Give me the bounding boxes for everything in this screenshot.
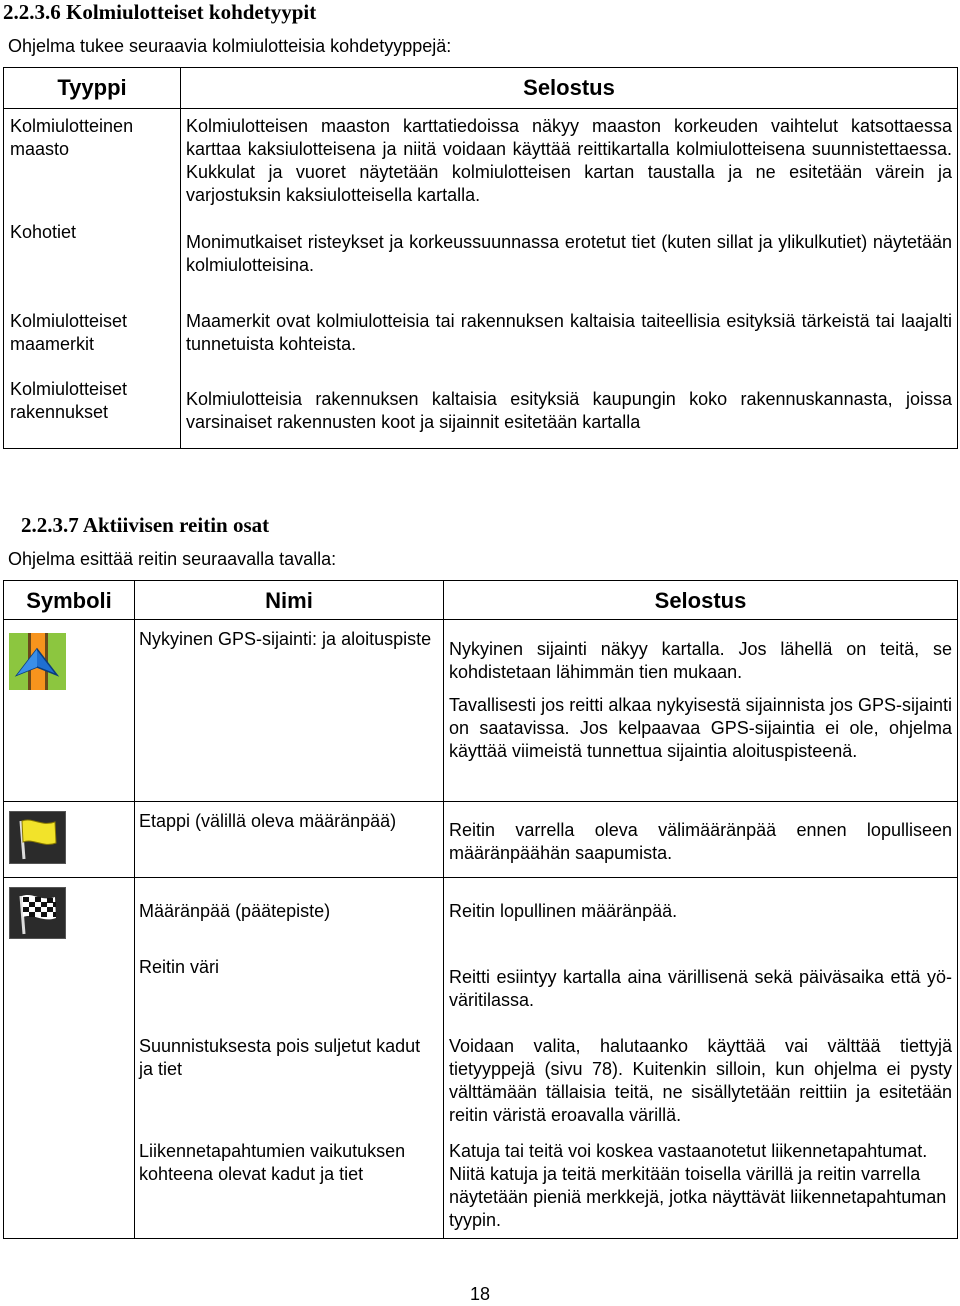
table-row-name: Reitin väri — [139, 957, 220, 977]
table-row-description: Monimutkaiset risteykset ja korkeussuunnassa erotetut tiet (kuten sillat ja ylikulkutiet) näytetään kolmiulotteisina. — [186, 232, 952, 275]
column-header-description: Selostus — [523, 75, 615, 100]
table-route-parts — [3, 580, 958, 1239]
table-row-name: Nykyinen GPS-sijainti: ja aloituspiste — [139, 629, 432, 649]
table-row-description: Reitin varrella oleva välimääränpää ennen lopulliseen määränpäähän saapumista. — [449, 820, 952, 863]
section-heading-route-parts: 2.2.3.7 Aktiivisen reitin osat — [21, 513, 270, 537]
table-row-name: Suunnistuksesta pois suljetut kadut ja tiet — [139, 1036, 421, 1079]
table-row-type: Kohotiet — [10, 222, 77, 242]
gps-position-arrow-icon — [9, 633, 66, 690]
table-row-description: Nykyinen sijainti näkyy kartalla. Jos lähellä on teitä, se kohdistetaan lähimmän tien mukaan. — [449, 639, 952, 682]
table-row-name: Etappi (välillä oleva määränpää) — [139, 811, 397, 831]
table-row-description: Katuja tai teitä voi koskea vastaanotetut liikennetapahtumat. Niitä katuja ja teitä merkitään toisella värillä ja reitin varrella näytetään pieniä merkkejä, jotka näyttävät liikennetapahtuman tyypin. — [449, 1141, 947, 1230]
checkered-flag-icon — [9, 887, 66, 939]
table-row-description: Tavallisesti jos reitti alkaa nykyisestä sijainnista jos GPS-sijainti on saatavissa. Jos kelpaavaa GPS-sijaintia ei ole, ohjelma käyttää viimeistä tunnettua sijaintia aloituspisteenä. — [449, 695, 952, 761]
column-header-type: Tyyppi — [57, 75, 127, 100]
table-row-type: Kolmiulotteiset maamerkit — [10, 311, 128, 354]
column-header-name: Nimi — [265, 588, 313, 613]
table-row-type: Kolmiulotteiset rakennukset — [10, 379, 128, 422]
table-3d-types — [3, 67, 958, 449]
section-intro-route-parts: Ohjelma esittää reitin seuraavalla tavalla: — [8, 549, 337, 569]
table-row-description: Kolmiulotteisia rakennuksen kaltaisia esityksiä kaupungin koko rakennuskannasta, joissa varsinaiset rakennusten koot ja sijainnit esitetään kartalla — [186, 389, 952, 432]
table-row-name: Määränpää (päätepiste) — [139, 901, 331, 921]
column-header-symbol: Symboli — [26, 588, 112, 613]
table-row-name: Liikennetapahtumien vaikutuksen kohteena olevat kadut ja tiet — [139, 1141, 406, 1184]
table-row-description: Maamerkit ovat kolmiulotteisia tai rakennuksen kaltaisia taiteellisia esityksiä tärkeistä tai laajalti tunnetuista kohteista. — [186, 311, 952, 354]
yellow-flag-icon — [9, 811, 66, 864]
page-number: 18 — [469, 1284, 491, 1304]
section-intro-3d-types: Ohjelma tukee seuraavia kolmiulotteisia kohdetyyppejä: — [8, 36, 452, 56]
column-header-description: Selostus — [654, 588, 747, 613]
table-row-description: Reitti esiintyy kartalla aina värillisenä sekä päiväsaika että yö-väritilassa. — [449, 967, 952, 1010]
section-heading-3d-types: 2.2.3.6 Kolmiulotteiset kohdetyypit — [3, 0, 317, 24]
table-row-description: Kolmiulotteisen maaston karttatiedoissa näkyy maaston korkeuden vaihtelut katsottaessa karttaa kaksiulotteisena ja niitä voidaan käyttää reittikartalla kolmiulotteisena suunnistettaessa. Kukkulat ja vuoret näytetään kolmiulotteisen kartan taustalla ja ne esitetään värein ja varjostuksin kaksiulotteisella kartalla. — [186, 116, 952, 205]
table-row-description: Reitin lopullinen määränpää. — [449, 901, 678, 921]
table-row-type: Kolmiulotteinen maasto — [10, 116, 134, 159]
table-row-description: Voidaan valita, halutaanko käyttää vai välttää tiettyjä tietyyppejä (sivu 78). Kuitenkin silloin, kun ohjelma ei pysty välttämään tällaisia teitä, ne sisällytetään reittiin ja esitetään reitin väristä eroavalla värillä. — [449, 1036, 952, 1125]
